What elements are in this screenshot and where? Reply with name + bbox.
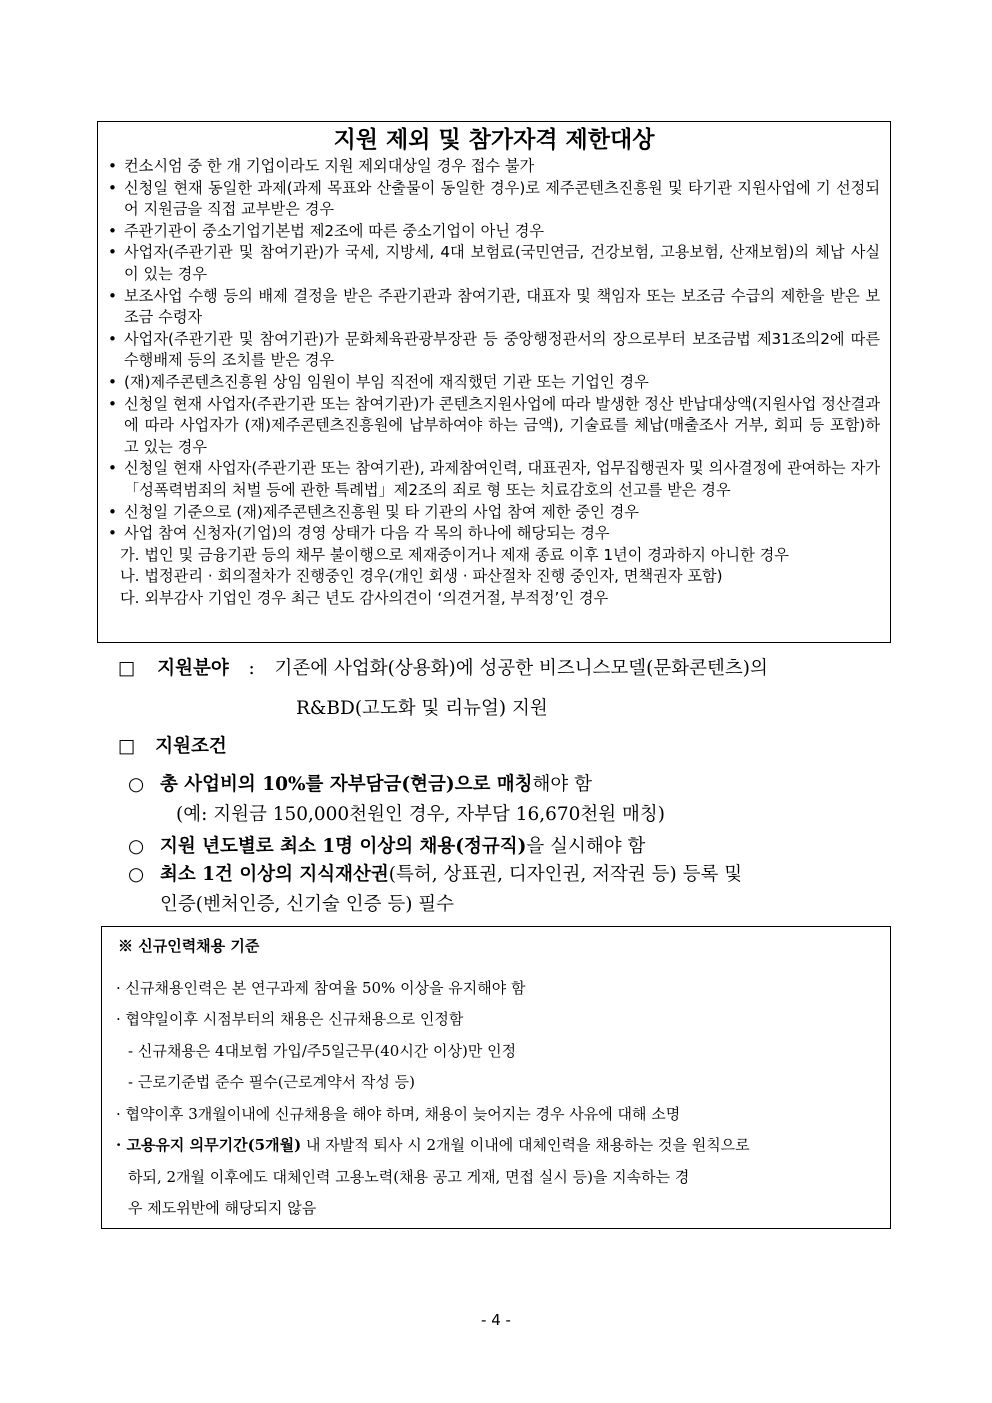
bullet-icon: •: [108, 221, 117, 240]
support-field-text: 기존에 사업화(상용화)에 성공한 비즈니스모델(문화콘텐츠)의: [274, 658, 768, 679]
bullet-icon: •: [108, 524, 117, 543]
list-item: • (재)제주콘텐츠진흥원 상임 임원이 부임 직전에 재직했던 기관 또는 기업인 경우: [106, 372, 880, 394]
circle-bullet-icon: ○: [128, 774, 145, 795]
support-field-label: 지원분야: [157, 658, 229, 679]
list-item: • 신청일 현재 사업자(주관기관 또는 참여기관)가 콘텐츠지원사업에 따라 발생한 정산 반납대상액(지원사업 정산결과에 따라 사업자가 (재)제주콘텐츠진흥원에 납부하여야 하는 금액), 기술료를 체납(매출조사 거부, 회피 등 포함)하고 있는 경우: [108, 394, 880, 456]
condition-example: (예: 지원금 150,000천원인 경우, 자부담 16,670천원 매칭): [176, 804, 666, 825]
list-item: • 신청일 기준으로 (재)제주콘텐츠진흥원 및 타 기관의 사업 참여 제한 중인 경우: [106, 502, 880, 524]
bullet-icon: •: [108, 243, 117, 262]
criteria-line: - 근로기준법 준수 필수(근로계약서 작성 등): [128, 1073, 415, 1091]
list-item: • 신청일 현재 동일한 과제(과제 목표와 산출물이 동일한 경우)로 제주콘텐츠진흥원 및 타기관 지원사업에 기 선정되어 지원금을 직접 교부받은 경우: [108, 178, 880, 219]
circle-bullet-icon: ○: [128, 836, 145, 857]
bullet-icon: •: [108, 178, 117, 197]
bullet-icon: •: [108, 286, 117, 305]
support-conditions-heading: [118, 734, 227, 760]
support-field-text-continued: R&BD(고도화 및 리뉴얼) 지원: [296, 698, 548, 719]
list-item: • 사업자(주관기관 및 참여기관)가 문화체육관광부장관 등 중앙행정관서의 장으로부터 보조금법 제31조의2에 따른 수행배제 등의 조치를 받은 경우: [108, 329, 880, 370]
list-item: • 주관기관이 중소기업기본법 제2조에 따른 중소기업이 아닌 경우: [106, 221, 880, 243]
bullet-icon: •: [108, 459, 117, 478]
list-item: • 사업자(주관기관 및 참여기관)가 국세, 지방세, 4대 보험료(국민연금, 건강보험, 고용보험, 산재보험)의 체납 사실이 있는 경우: [108, 243, 880, 283]
exclusion-box: [97, 121, 891, 643]
list-item: • 컨소시엄 중 한 개 기업이라도 지원 제외대상일 경우 접수 불가: [106, 156, 880, 178]
criteria-line: 하되, 2개월 이후에도 대체인력 고용노력(채용 공고 게재, 면접 실시 등)을 지속하는 경: [128, 1168, 690, 1186]
sub-item: 나. 법정관리 · 회의절차가 진행중인 경우(개인 회생 · 파산절차 진행 중인자, 면책권자 포함): [120, 567, 723, 586]
bullet-icon: •: [108, 502, 117, 521]
colon: :: [248, 658, 255, 679]
criteria-line: · 고용유지 의무기간(5개월) 내 자발적 퇴사 시 2개월 이내에 대체인력을 채용하는 것을 원칙으로: [116, 1136, 750, 1154]
condition-item: ○ 최소 1건 이상의 지식재산권(특허, 상표권, 디자인권, 저작권 등) 등록 및 인증(벤처인증, 신기술 인증 등) 필수: [128, 860, 898, 920]
condition-item: ○ 지원 년도별로 최소 1명 이상의 채용(정규직)을 실시해야 함: [128, 832, 898, 862]
sub-item: 다. 외부감사 기업인 경우 최근 년도 감사의견이 ‘의견거절, 부적정’인 경우: [120, 588, 609, 607]
bullet-icon: •: [108, 157, 117, 175]
exclusion-list: [98, 156, 890, 609]
exclusion-title: 지원 제외 및 참가자격 제한대상: [333, 127, 655, 153]
criteria-line: 우 제도위반에 해당되지 않음: [128, 1199, 317, 1217]
new-hire-criteria-header: ※ 신규인력채용 기준: [118, 937, 260, 955]
list-item: • 사업 참여 신청자(기업)의 경영 상태가 다음 각 목의 하나에 해당되는 경우: [106, 523, 880, 545]
bullet-icon: •: [108, 372, 117, 391]
circle-bullet-icon: ○: [128, 864, 145, 885]
criteria-line: · 신규채용인력은 본 연구과제 참여율 50% 이상을 유지해야 함: [116, 979, 526, 997]
list-item: • 보조사업 수행 등의 배제 결정을 받은 주관기관과 참여기관, 대표자 및 책임자 또는 보조금 수급의 제한을 받은 보조금 수령자: [108, 286, 880, 327]
page-number: - 4 -: [481, 1311, 511, 1329]
bullet-icon: •: [108, 394, 117, 413]
sub-item: 가. 법인 및 금융기관 등의 채무 불이행으로 제재중이거나 제재 종료 이후 1년이 경과하지 아니한 경우: [120, 545, 789, 564]
bullet-icon: •: [108, 329, 117, 348]
checkbox-square-icon: □: [118, 658, 136, 679]
condition-item: ○ 총 사업비의 10%를 자부담금(현금)으로 매칭해야 함 (예: 지원금 150,000천원인 경우, 자부담 16,670천원 매칭): [128, 770, 898, 830]
support-conditions-label: 지원조건: [155, 736, 227, 757]
support-field-section: [118, 656, 898, 722]
criteria-line: - 신규채용은 4대보험 가입/주5일근무(40시간 이상)만 인정: [128, 1042, 517, 1060]
new-hire-criteria-box: [101, 926, 891, 1229]
checkbox-square-icon: □: [118, 736, 136, 757]
criteria-line: · 협약일이후 시점부터의 채용은 신규채용으로 인정함: [116, 1010, 464, 1028]
list-item: • 신청일 현재 사업자(주관기관 또는 참여기관), 과제참여인력, 대표권자, 업무집행권자 및 의사결정에 관여하는 자가 「성폭력범죄의 처벌 등에 관한 특례법」제2조의 죄로 형 또는 치료감호의 선고를 받은 경우: [108, 459, 880, 499]
criteria-line: · 협약이후 3개월이내에 신규채용을 해야 하며, 채용이 늦어지는 경우 사유에 대해 소명: [116, 1105, 681, 1123]
